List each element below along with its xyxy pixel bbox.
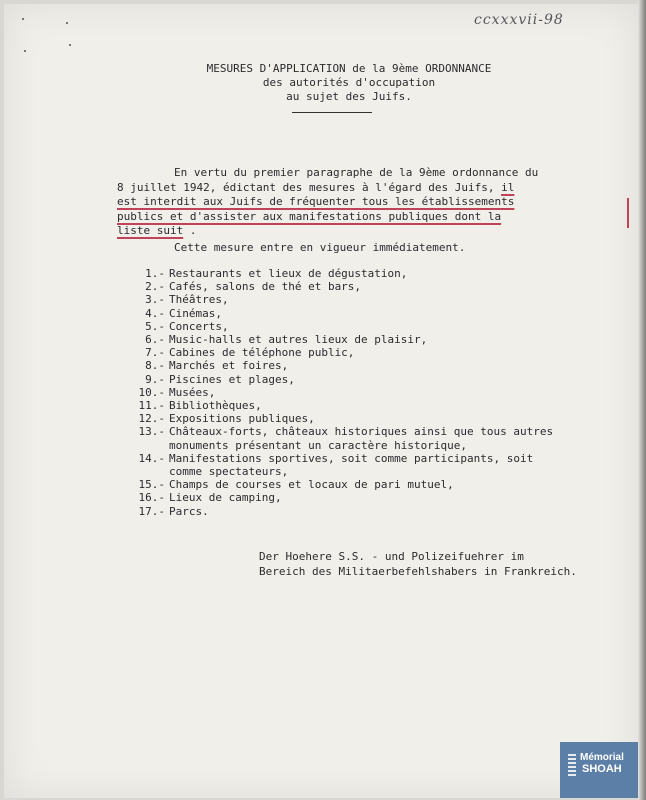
- list-item: comme spectateurs,: [169, 465, 289, 479]
- list-item: 6.- Music-halls et autres lieux de plaisir,: [145, 333, 428, 347]
- paragraph-text: 8 juillet 1942, édictant des mesures à l'égard des Juifs,: [117, 180, 502, 194]
- document-page: [4, 4, 638, 798]
- list-item: 2.- Cafés, salons de thé et bars,: [145, 280, 362, 294]
- punch-mark: [66, 22, 68, 24]
- signature-line: Der Hoehere S.S. - und Polizeifuehrer im: [259, 550, 524, 563]
- list-item: 1.- Restaurants et lieux de dégustation,: [145, 267, 408, 280]
- venue-list: [130, 267, 553, 518]
- list-item: 4.- Cinémas,: [145, 306, 222, 320]
- list-item: 10.- Musées,: [138, 385, 216, 399]
- list-item: 13.- Châteaux-forts, châteaux historiques ainsi que tous autres: [138, 425, 554, 439]
- reference-number: ccxxxvii-98: [474, 12, 564, 28]
- logo-text: Mémorial: [580, 752, 624, 763]
- signature-block: [259, 549, 577, 579]
- punch-mark: [69, 44, 71, 46]
- punch-mark: [24, 50, 26, 52]
- signature-line: Bereich des Militaerbefehlshabers in Frankreich.: [259, 565, 577, 578]
- paragraph-text: .: [183, 224, 197, 237]
- paragraph-line: [117, 224, 538, 239]
- paragraph-line: [117, 181, 538, 196]
- header-line: MESURES D'APPLICATION de la 9ème ORDONNANCE: [206, 62, 492, 75]
- list-item: 11.- Bibliothèques,: [138, 399, 262, 413]
- underlined-text: il: [501, 180, 515, 194]
- list-item: 14.- Manifestations sportives, soit comme participants, soit: [138, 451, 534, 465]
- underlined-text: liste suit: [117, 224, 184, 237]
- list-item: 9.- Piscines et plages,: [145, 372, 295, 386]
- header-line: des autorités d'occupation: [262, 76, 436, 89]
- header-rule: [292, 112, 372, 113]
- list-item: 3.- Théâtres,: [145, 293, 229, 307]
- list-item: 5.- Concerts,: [145, 319, 229, 333]
- list-item: 8.- Marchés et foires,: [145, 359, 289, 373]
- margin-mark: [627, 198, 629, 228]
- memorial-shoah-logo: [560, 742, 638, 798]
- list-item: 16.- Lieux de camping,: [138, 491, 282, 505]
- measure-note: Cette mesure entre en vigueur immédiatement.: [174, 241, 466, 254]
- header-line: au sujet des Juifs.: [286, 90, 412, 103]
- list-item: monuments présentant un caractère historique,: [169, 438, 468, 452]
- document-header: [164, 62, 534, 104]
- underlined-line: publics et d'assister aux manifestations publiques dont la: [117, 209, 502, 223]
- list-item: 12.- Expositions publiques,: [138, 412, 315, 426]
- list-item: 7.- Cabines de téléphone public,: [145, 346, 355, 360]
- page-edge-shadow: [638, 0, 646, 800]
- paragraph-line: En vertu du premier paragraphe de la 9ème ordonnance du: [174, 166, 539, 179]
- punch-mark: [22, 18, 24, 20]
- list-item: 15.- Champs de courses et locaux de pari mutuel,: [138, 478, 454, 492]
- logo-text: SHOAH: [582, 763, 622, 775]
- logo-icon: [568, 754, 576, 778]
- intro-paragraph: [117, 166, 538, 239]
- underlined-line: est interdit aux Juifs de fréquenter tous les établissements: [117, 195, 515, 208]
- list-item: 17.- Parcs.: [138, 504, 209, 518]
